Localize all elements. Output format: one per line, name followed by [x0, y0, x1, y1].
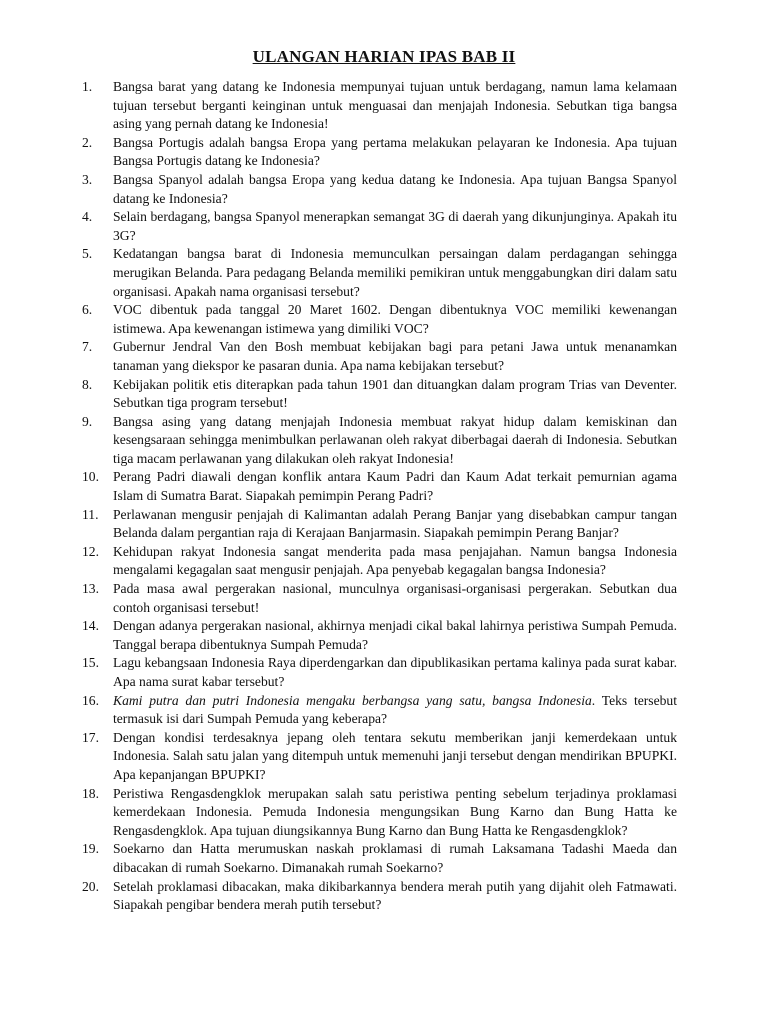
question-number: 19. — [82, 841, 99, 857]
question-number: 8. — [82, 376, 93, 392]
question-number: 15. — [82, 655, 99, 671]
question-number: 16. — [82, 692, 99, 708]
question-body: Bangsa asing yang datang menjajah Indonesia membuat rakyat hidup dalam kemiskinan dan kesengsaraan sehingga menimbulkan perlawanan oleh rakyat diberbagai daerah di Indonesia. Sebutkan tiga macam perlawanan yang dilakukan oleh rakyat Indonesia! — [113, 413, 677, 466]
question-text — [113, 171, 677, 208]
question-number: 14. — [82, 618, 99, 634]
question-item — [82, 543, 677, 580]
question-body: Lagu kebangsaan Indonesia Raya diperdengarkan dan dipublikasikan pertama kalinya pada surat kabar. Apa nama surat kabar tersebut? — [113, 655, 677, 689]
question-body: Gubernur Jendral Van den Bosh membuat kebijakan bagi para petani Jawa untuk menanamkan tanaman yang diekspor ke pasaran dunia. Apa nama kebijakan tersebut? — [113, 339, 677, 373]
page-title: ULANGAN HARIAN IPAS BAB II — [252, 47, 516, 66]
question-text — [113, 692, 677, 729]
question-text — [113, 506, 677, 543]
question-body: Kehidupan rakyat Indonesia sangat menderita pada masa penjajahan. Namun bangsa Indonesia mengalami kegagalan saat mengusir penjajah. Apa penyebab kegagalan bangsa Indonesia? — [113, 543, 677, 578]
question-body: Perang Padri diawali dengan konflik antara Kaum Padri dan Kaum Adat terkait pemurnian agama Islam di Sumatra Barat. Siapakah pemimpin Perang Padri? — [113, 469, 677, 504]
question-text — [113, 543, 677, 580]
question-item — [82, 840, 677, 877]
question-body: Kedatangan bangsa barat di Indonesia memunculkan persaingan dalam perdagangan sehingga merugikan Belanda. Para pedagang Belanda memiliki pemikiran untuk menggabungkan diri dalam satu organisasi. Apakah nama organisasi tersebut? — [113, 246, 677, 299]
question-text — [113, 840, 677, 877]
question-body: Soekarno dan Hatta merumuskan naskah proklamasi di rumah Laksamana Tadashi Maeda dan dibacakan di rumah Soekarno. Dimanakah rumah Soekarno? — [113, 841, 677, 875]
question-quote: Kami putra dan putri Indonesia mengaku berbangsa yang satu, bangsa Indonesia — [113, 692, 592, 708]
question-text — [113, 134, 677, 171]
question-body: Bangsa Portugis adalah bangsa Eropa yang pertama melakukan pelayaran ke Indonesia. Apa tujuan Bangsa Portugis datang ke Indonesia? — [113, 134, 677, 169]
question-item — [82, 654, 677, 691]
question-item — [82, 376, 677, 413]
question-body: Selain berdagang, bangsa Spanyol menerapkan semangat 3G di daerah yang dikunjunginya. Apakah itu 3G? — [113, 209, 677, 243]
question-number: 17. — [82, 729, 99, 745]
question-item — [82, 580, 677, 617]
question-item — [82, 468, 677, 505]
question-item — [82, 413, 677, 469]
question-number: 9. — [82, 413, 93, 429]
question-text — [113, 245, 677, 301]
question-body: Bangsa barat yang datang ke Indonesia mempunyai tujuan untuk berdagang, namun lama kelamaan tujuan tersebut berganti keinginan untuk menguasai dan menjajah Indonesia. Sebutkan tiga bangsa asing yang pernah datang ke Indonesia! — [113, 79, 677, 132]
question-item — [82, 785, 677, 841]
question-number: 18. — [82, 785, 99, 801]
question-number: 3. — [82, 171, 93, 187]
question-text — [113, 878, 677, 915]
question-item — [82, 506, 677, 543]
question-text — [113, 376, 677, 413]
question-number: 7. — [82, 339, 93, 355]
question-number: 6. — [82, 302, 93, 318]
question-text — [113, 78, 677, 134]
question-item — [82, 878, 677, 915]
question-body: Dengan adanya pergerakan nasional, akhirnya menjadi cikal bakal lahirnya peristiwa Sumpah Pemuda. Tanggal berapa dibentuknya Sumpah Pemuda? — [113, 618, 677, 652]
question-body: Setelah proklamasi dibacakan, maka dikibarkannya bendera merah putih yang dijahit oleh Fatmawati. Siapakah pengibar bendera merah putih tersebut? — [113, 878, 677, 913]
question-item — [82, 617, 677, 654]
question-item — [82, 245, 677, 301]
question-body: Dengan kondisi terdesaknya jepang oleh tentara sekutu memberikan janji kemerdekaan untuk Indonesia. Salah satu jalan yang ditempuh untuk memenuhi janji tersebut dengan mendirikan BPUPKI. Apa kepanjangan BPUPKI? — [113, 729, 677, 782]
question-item — [82, 208, 677, 245]
question-text — [113, 413, 677, 469]
question-text — [113, 301, 677, 338]
question-number: 4. — [82, 209, 93, 225]
question-text — [113, 617, 677, 654]
question-text — [113, 785, 677, 841]
question-item — [82, 301, 677, 338]
question-item — [82, 692, 677, 729]
question-number: 10. — [82, 469, 99, 485]
question-text — [113, 208, 677, 245]
question-body: Pada masa awal pergerakan nasional, munculnya organisasi-organisasi pergerakan. Sebutkan dua contoh organisasi tersebut! — [113, 581, 677, 615]
question-item — [82, 134, 677, 171]
question-list — [82, 78, 677, 915]
question-number: 2. — [82, 134, 93, 150]
question-body: Kebijakan politik etis diterapkan pada tahun 1901 dan dituangkan dalam program Trias van Deventer. Sebutkan tiga program tersebut! — [113, 376, 677, 411]
question-number: 13. — [82, 581, 99, 597]
question-text — [113, 654, 677, 691]
question-item — [82, 729, 677, 785]
question-text — [113, 338, 677, 375]
question-item — [82, 338, 677, 375]
question-text — [113, 580, 677, 617]
question-text — [113, 468, 677, 505]
question-number: 1. — [82, 79, 93, 94]
question-body: . Teks tersebut termasuk isi dari Sumpah Pemuda yang keberapa? — [113, 692, 677, 727]
question-item — [82, 78, 677, 134]
question-body: VOC dibentuk pada tanggal 20 Maret 1602. Dengan dibentuknya VOC memiliki kewenangan istimewa. Apa kewenangan istimewa yang dimiliki VOC? — [113, 302, 677, 336]
question-text — [113, 729, 677, 785]
question-number: 5. — [82, 246, 93, 262]
question-number: 12. — [82, 543, 99, 559]
question-body: Perlawanan mengusir penjajah di Kalimantan adalah Perang Banjar yang disebabkan campur tangan Belanda dalam pergantian raja di Kerajaan Banjarmasin. Siapakah pemimpin Perang Banjar? — [113, 506, 677, 541]
question-body: Peristiwa Rengasdengklok merupakan salah satu peristiwa penting sebelum terjadinya proklamasi kemerdekaan Indonesia. Pemuda Indonesia mengungsikan Bung Karno dan Bung Hatta ke Rengasdengklok. Apa tujuan diungsikannya Bung Karno dan Bung Hatta ke Rengasdengklok? — [113, 785, 677, 838]
question-body: Bangsa Spanyol adalah bangsa Eropa yang kedua datang ke Indonesia. Apa tujuan Bangsa Spanyol datang ke Indonesia? — [113, 171, 677, 206]
question-item — [82, 171, 677, 208]
question-number: 20. — [82, 878, 99, 894]
question-number: 11. — [82, 506, 99, 522]
